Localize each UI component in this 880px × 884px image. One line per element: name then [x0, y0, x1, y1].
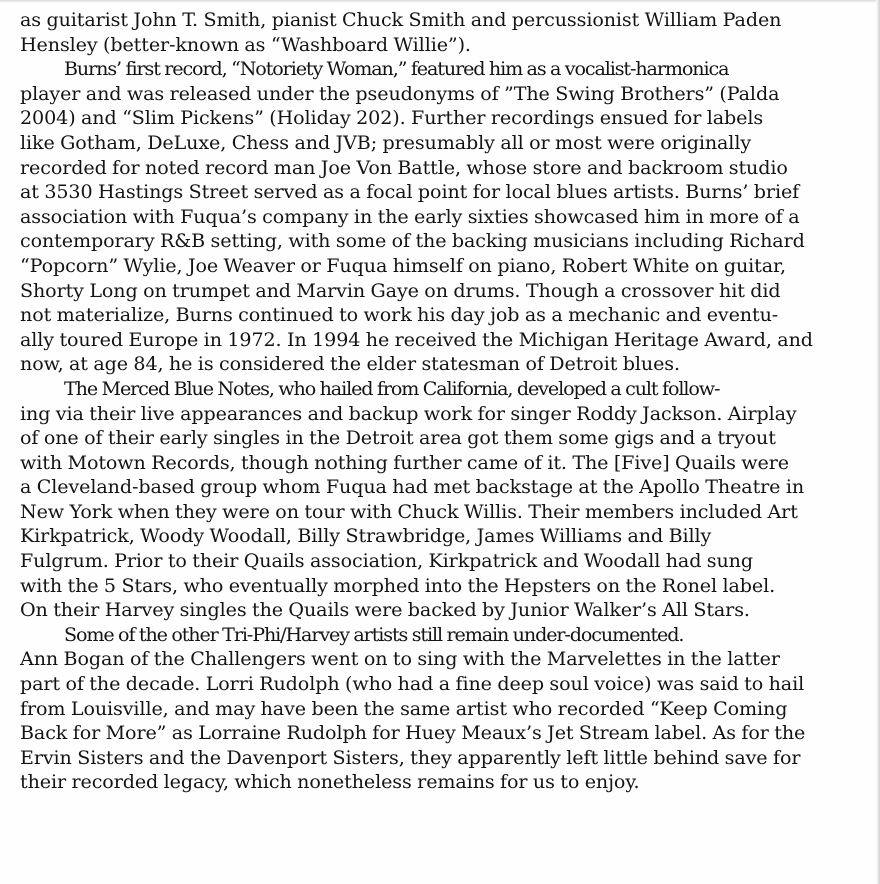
text-line: The Merced Blue Notes, who hailed from California, developed a cult follow-	[64, 376, 720, 400]
text-line: Shorty Long on trumpet and Marvin Gaye on drums. Though a crossover hit did	[20, 278, 781, 302]
text-line: “Popcorn” Wylie, Joe Weaver or Fuqua himself on piano, Robert White on guitar,	[20, 253, 786, 277]
text-line: ally toured Europe in 1972. In 1994 he received the Michigan Heritage Award, and	[20, 327, 813, 351]
text-line: now, at age 84, he is considered the elder statesman of Detroit blues.	[20, 352, 680, 376]
text-line: Ervin Sisters and the Davenport Sisters, they apparently left little behind save for	[20, 745, 801, 769]
text-line: Some of the other Tri-Phi/Harvey artists still remain under-documented.	[64, 622, 684, 646]
text-line: Ann Bogan of the Challengers went on to sing with the Marvelettes in the latter	[20, 647, 780, 671]
text-line: with the 5 Stars, who eventually morphed into the Hepsters on the Ronel label.	[20, 573, 776, 597]
text-line: Fulgrum. Prior to their Quails association, Kirkpatrick and Woodall had sung	[20, 549, 753, 573]
text-line: of one of their early singles in the Detroit area got them some gigs and a tryout	[20, 426, 776, 450]
text-line: as guitarist John T. Smith, pianist Chuck Smith and percussionist William Paden	[20, 8, 782, 31]
text-line: at 3530 Hastings Street served as a focal point for local blues artists. Burns’ brief	[20, 180, 800, 204]
text-line: 2004) and “Slim Pickens” (Holiday 202). Further recordings ensued for labels	[20, 106, 764, 130]
paragraph-2	[20, 57, 870, 377]
text-line: player and was released under the pseudonyms of ”The Swing Brothers” (Palda	[20, 81, 780, 105]
page-top-edge	[0, 0, 880, 3]
text-line: part of the decade. Lorri Rudolph (who had a fine deep soul voice) was said to hail	[20, 672, 805, 696]
text-line: Kirkpatrick, Woody Woodall, Billy Strawbridge, James Williams and Billy	[20, 524, 712, 548]
text-line: like Gotham, DeLuxe, Chess and JVB; presumably all or most were originally	[20, 130, 752, 154]
paragraph-1	[20, 8, 870, 57]
text-line: contemporary R&B setting, with some of the backing musicians including Richard	[20, 229, 805, 253]
text-line: recorded for noted record man Joe Von Battle, whose store and backroom studio	[20, 155, 788, 179]
text-line: with Motown Records, though nothing further came of it. The [Five] Quails were	[20, 450, 789, 474]
page-right-edge	[876, 0, 880, 884]
text-line: New York when they were on tour with Chuck Willis. Their members included Art	[20, 499, 798, 523]
text-line: a Cleveland-based group whom Fuqua had met backstage at the Apollo Theatre in	[20, 475, 805, 499]
text-line: not materialize, Burns continued to work his day job as a mechanic and eventu-	[20, 303, 779, 327]
paragraph-4	[20, 623, 870, 795]
text-line: association with Fuqua’s company in the early sixties showcased him in more of a	[20, 204, 800, 228]
text-line: On their Harvey singles the Quails were backed by Junior Walker’s All Stars.	[20, 598, 750, 622]
text-line: Hensley (better-known as “Washboard Willie”).	[20, 32, 471, 56]
text-line: Back for More” as Lorraine Rudolph for Huey Meaux’s Jet Stream label. As for the	[20, 721, 806, 745]
body-text	[20, 8, 870, 795]
paragraph-3	[20, 377, 870, 623]
text-line: Burns’ first record, “Notoriety Woman,” featured him as a vocalist-harmonica	[64, 57, 729, 81]
text-line: from Louisville, and may have been the same artist who recorded “Keep Coming	[20, 696, 788, 720]
text-line: ing via their live appearances and backup work for singer Roddy Jackson. Airplay	[20, 401, 797, 425]
text-line: their recorded legacy, which nonetheless remains for us to enjoy.	[20, 770, 640, 794]
